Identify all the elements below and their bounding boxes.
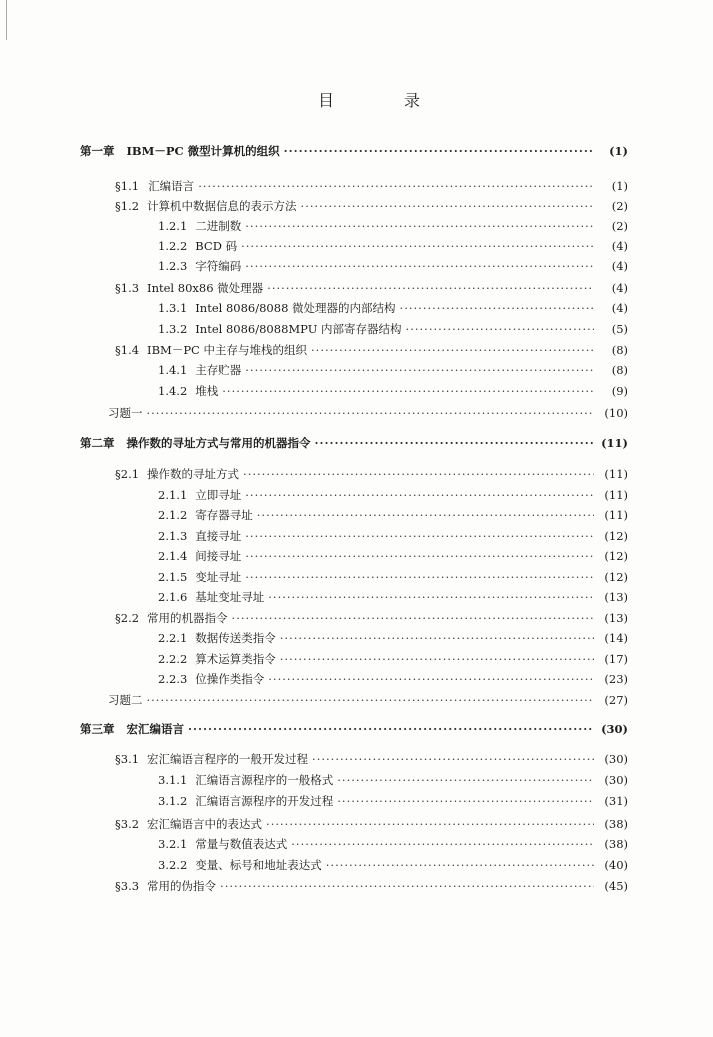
toc-entry-number: 第三章 <box>80 722 115 736</box>
toc-entry-page: (23) <box>604 672 628 686</box>
dot-leader <box>241 239 594 253</box>
toc-entry-title: 汇编语言源程序的开发过程 <box>195 794 334 808</box>
toc-entry-page: (9) <box>611 384 628 398</box>
toc-entry-number: 3.1.1 <box>158 773 188 787</box>
toc-entry <box>108 405 628 421</box>
toc-entry <box>158 238 628 254</box>
toc-entry-page: (2) <box>611 199 628 213</box>
toc-entry-number: 2.1.1 <box>158 488 188 502</box>
toc-entry-number: §1.1 <box>115 179 140 193</box>
toc-entry-page: (30) <box>604 773 628 787</box>
toc-entry-number: §3.3 <box>115 879 140 893</box>
toc-entry-page: (13) <box>604 611 628 625</box>
toc-entry-title: 堆栈 <box>195 384 219 398</box>
toc-entry-number: 1.3.2 <box>158 322 188 336</box>
dot-leader <box>337 773 594 787</box>
toc-entry <box>115 610 628 626</box>
toc-entry-page: (45) <box>604 879 628 893</box>
toc-entry <box>158 383 628 399</box>
toc-entry-number: §1.3 <box>115 281 140 295</box>
toc-entry-title: 操作数的寻址方式与常用的机器指令 <box>126 436 311 450</box>
dot-leader <box>268 590 594 604</box>
toc-entry <box>158 487 628 503</box>
toc-entry-number: §2.2 <box>115 611 140 625</box>
toc-entry <box>158 528 628 544</box>
dot-leader <box>245 488 594 502</box>
toc-entry-title: 汇编语言源程序的一般格式 <box>195 773 334 787</box>
toc-entry-title: 宏汇编语言 <box>126 722 184 736</box>
toc-entry <box>108 692 628 708</box>
dot-leader <box>245 529 594 543</box>
toc-entry-title: 汇编语言 <box>148 179 195 193</box>
dot-leader <box>245 570 594 584</box>
page-edge <box>0 0 7 40</box>
toc-entry-page: (4) <box>611 281 628 295</box>
toc-entry <box>158 630 628 646</box>
toc-entry-title: 变量、标号和地址表达式 <box>195 858 322 872</box>
dot-leader <box>406 322 594 336</box>
dot-leader <box>268 672 594 686</box>
toc-entry-page: (8) <box>611 343 628 357</box>
toc-entry-number: 2.2.1 <box>158 631 188 645</box>
toc-entry <box>115 878 628 894</box>
toc-entry-page: (2) <box>611 219 628 233</box>
dot-leader <box>245 259 594 273</box>
toc-entry-page: (17) <box>604 652 628 666</box>
dot-leader <box>315 436 595 450</box>
dot-leader <box>266 817 594 831</box>
toc-entry <box>158 793 628 809</box>
toc-entry-title: 立即寻址 <box>195 488 242 502</box>
toc-entry-title: Intel 80x86 微处理器 <box>147 281 264 295</box>
toc-entry-title: 变址寻址 <box>195 570 242 584</box>
toc-entry-page: (12) <box>604 549 628 563</box>
toc-entry-title: IBM－PC 微型计算机的组织 <box>126 144 280 158</box>
toc-entry-title: 二进制数 <box>195 219 242 233</box>
toc-entry-number: 2.1.6 <box>158 590 188 604</box>
dot-leader <box>291 837 594 851</box>
toc-entry-number: §1.2 <box>115 199 140 213</box>
toc-entry-number: 2.2.2 <box>158 652 188 666</box>
toc-entry-title: 数据传送类指令 <box>195 631 276 645</box>
toc-entry-page: (5) <box>611 322 628 336</box>
toc-entry-number: 1.3.1 <box>158 301 188 315</box>
dot-leader <box>326 858 594 872</box>
toc-entry <box>158 671 628 687</box>
toc-entry-title: 间接寻址 <box>195 549 242 563</box>
toc-entry-number: §1.4 <box>115 343 140 357</box>
toc-entry <box>115 342 628 358</box>
toc-entry-number: 2.1.5 <box>158 570 188 584</box>
toc-entry-page: (4) <box>611 239 628 253</box>
toc-entry-title: 位操作类指令 <box>195 672 265 686</box>
dot-leader <box>301 199 594 213</box>
title-char-2: 录 <box>404 91 421 110</box>
toc-entry <box>80 435 628 451</box>
toc-entry <box>115 280 628 296</box>
toc-entry-page: (11) <box>604 467 628 481</box>
toc-entry-number: 1.2.3 <box>158 259 188 273</box>
dot-leader <box>267 281 594 295</box>
toc-entry-number: §3.2 <box>115 817 140 831</box>
toc-entry-title: IBM－PC 中主存与堆栈的组织 <box>147 343 308 357</box>
toc-entry-title: Intel 8086/8088 微处理器的内部结构 <box>195 301 396 315</box>
toc-entry-page: (31) <box>604 794 628 808</box>
dot-leader <box>198 179 594 193</box>
toc-entry <box>158 569 628 585</box>
dot-leader <box>188 722 594 736</box>
toc-entry <box>158 857 628 873</box>
toc-entry-title: 常用的伪指令 <box>147 879 217 893</box>
toc-entry-page: (8) <box>611 363 628 377</box>
toc-entry-number: 3.2.1 <box>158 837 188 851</box>
dot-leader <box>245 219 594 233</box>
toc-entry <box>158 321 628 337</box>
toc-entry-number: §3.1 <box>115 752 140 766</box>
dot-leader <box>312 752 594 766</box>
toc-entry <box>115 816 628 832</box>
toc-entry <box>115 198 628 214</box>
toc-entry-title: 操作数的寻址方式 <box>147 467 240 481</box>
toc-entry <box>158 836 628 852</box>
toc-entry <box>158 772 628 788</box>
dot-leader <box>147 693 595 707</box>
toc-entry-page: (12) <box>604 529 628 543</box>
dot-leader <box>284 144 594 158</box>
dot-leader <box>232 611 594 625</box>
toc-entry-number: 2.1.2 <box>158 508 188 522</box>
toc-entry-page: (30) <box>601 722 628 736</box>
toc-entry <box>115 466 628 482</box>
toc-entry <box>158 218 628 234</box>
toc-entry-page: (4) <box>611 259 628 273</box>
toc-entry-number: 1.4.2 <box>158 384 188 398</box>
toc-entry-number: 2.1.4 <box>158 549 188 563</box>
toc-entry-page: (12) <box>604 570 628 584</box>
toc-entry-page: (40) <box>604 858 628 872</box>
toc-entry <box>158 507 628 523</box>
dot-leader <box>280 652 594 666</box>
toc-entry-number: 3.1.2 <box>158 794 188 808</box>
toc-entry <box>158 548 628 564</box>
toc-entry-number: 1.2.2 <box>158 239 188 253</box>
dot-leader <box>257 508 594 522</box>
toc-entry-page: (38) <box>604 837 628 851</box>
toc-entry-page: (38) <box>604 817 628 831</box>
toc-entry <box>158 300 628 316</box>
toc-entry-number: 1.2.1 <box>158 219 188 233</box>
dot-leader <box>245 549 594 563</box>
toc-entry-page: (30) <box>604 752 628 766</box>
toc-entry-page: (1) <box>609 144 628 158</box>
toc-entry-number: 第二章 <box>80 436 115 450</box>
toc-entry <box>115 751 628 767</box>
toc-entry-page: (11) <box>601 436 628 450</box>
toc-entry-title: 寄存器寻址 <box>195 508 253 522</box>
toc-entry-page: (11) <box>604 488 628 502</box>
dot-leader <box>311 343 594 357</box>
toc-entry-title: 主存贮器 <box>195 363 242 377</box>
toc-entry-page: (14) <box>604 631 628 645</box>
toc-entry-number: 2.1.3 <box>158 529 188 543</box>
toc-entry <box>158 589 628 605</box>
toc-entry-title: 算术运算类指令 <box>195 652 276 666</box>
dot-leader <box>222 384 594 398</box>
toc-entry-title: Intel 8086/8088MPU 内部寄存器结构 <box>195 322 402 336</box>
toc-entry-title: BCD 码 <box>195 239 238 253</box>
toc-entry-number: 习题二 <box>108 693 143 707</box>
toc-entry-title: 基址变址寻址 <box>195 590 265 604</box>
toc-entry-page: (27) <box>604 693 628 707</box>
title-char-1: 目 <box>318 91 335 110</box>
dot-leader <box>245 363 594 377</box>
toc-entry <box>80 721 628 737</box>
toc-entry-title: 常用的机器指令 <box>147 611 228 625</box>
toc-entry-title: 宏汇编语言中的表达式 <box>147 817 263 831</box>
toc-entry-page: (1) <box>611 179 628 193</box>
toc-entry-number: 3.2.2 <box>158 858 188 872</box>
dot-leader <box>220 879 594 893</box>
toc-entry-number: §2.1 <box>115 467 140 481</box>
toc-entry-title: 计算机中数据信息的表示方法 <box>147 199 297 213</box>
toc-entry-number: 习题一 <box>108 406 143 420</box>
dot-leader <box>337 794 594 808</box>
toc-entry <box>115 178 628 194</box>
toc-entry-page: (11) <box>604 508 628 522</box>
toc-entry <box>158 651 628 667</box>
dot-leader <box>243 467 594 481</box>
toc-entry-page: (4) <box>611 301 628 315</box>
toc-entry <box>158 362 628 378</box>
toc-entry-number: 第一章 <box>80 144 115 158</box>
dot-leader <box>147 406 595 420</box>
toc-entry <box>158 258 628 274</box>
toc-entry-page: (10) <box>604 406 628 420</box>
toc-entry-title: 直接寻址 <box>195 529 242 543</box>
toc-entry-title: 常量与数值表达式 <box>195 837 288 851</box>
toc-entry <box>80 143 628 159</box>
toc-entry-number: 2.2.3 <box>158 672 188 686</box>
toc-entry-page: (13) <box>604 590 628 604</box>
dot-leader <box>280 631 594 645</box>
toc-entry-title: 字符编码 <box>195 259 242 273</box>
toc-entry-title: 宏汇编语言程序的一般开发过程 <box>147 752 309 766</box>
toc-entry-number: 1.4.1 <box>158 363 188 377</box>
dot-leader <box>400 301 594 315</box>
